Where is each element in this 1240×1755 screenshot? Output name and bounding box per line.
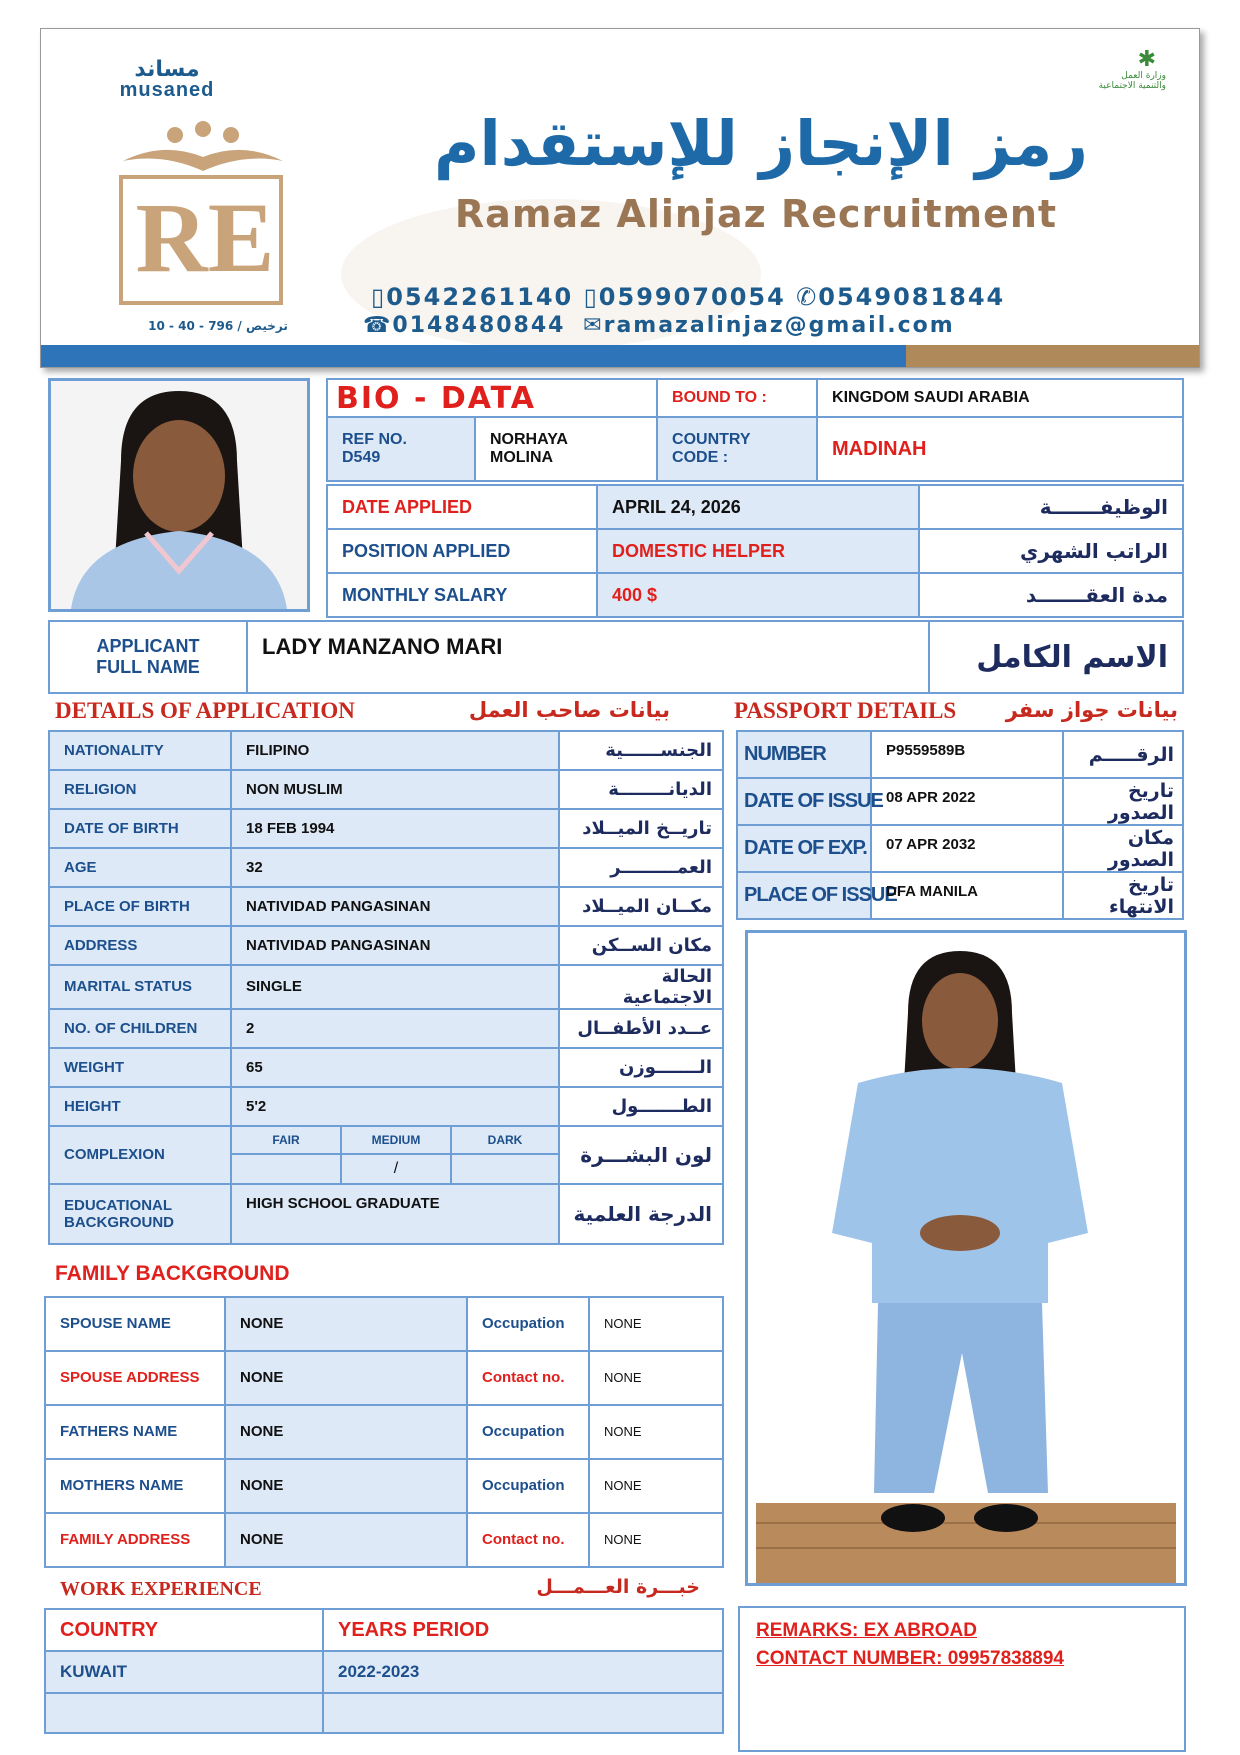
passport-row [737,731,1183,778]
passport-ar-cell [1063,731,1183,778]
complexion-option: MEDIUM [371,1133,421,1147]
portrait-image [51,381,307,609]
passport-row [737,872,1183,919]
phone-3: 0549081844 [818,283,1006,311]
mobile-icon: ▯ [371,283,387,311]
ar-salary: الراتب الشهري [1020,539,1168,563]
details-value-cell [231,1087,559,1126]
short-name-line1: NORHAYA [490,431,568,448]
passport-ar-cell [1063,825,1183,872]
family-row [45,1459,723,1513]
email-icon: ✉ [583,313,604,338]
landline: 0148480844 [392,313,566,338]
passport-ar: تاريخ الانتهاء [1109,873,1174,918]
details-value: 65 [246,1058,263,1076]
applicant-ar-cell [929,621,1183,693]
details-ar: الحالة الاجتماعية [622,966,712,1008]
bound-to-value-text: KINGDOM SAUDI ARABIA [832,389,1030,406]
family-label: SPOUSE NAME [60,1315,171,1332]
complexion-label: COMPLEXION [64,1146,165,1163]
ar-job-cell [919,485,1183,529]
family-row [45,1513,723,1567]
date-applied-label-cell [327,485,597,529]
family-table [44,1296,724,1568]
ref-no-value: D549 [342,449,381,466]
ar-contract-cell [919,573,1183,617]
details-value: NATIVIDAD PANGASINAN [246,936,431,954]
remarks-box [738,1606,1186,1752]
passport-value-cell [871,825,1063,872]
bound-to-label-text: BOUND TO : [672,389,767,406]
applicant-label-line1: APPLICANT [96,636,200,656]
details-ar-cell [559,965,723,1009]
country-code-value-cell [817,417,1183,481]
details-section-title-ar: بيانات صاحب العمل [468,698,670,722]
details-row [49,731,723,770]
passport-row [737,825,1183,872]
family-sub-value-cell [589,1459,723,1513]
bound-to-value [817,379,1183,417]
contact-line [363,313,1173,338]
remarks-line: REMARKS: EX ABROAD [756,1620,977,1641]
passport-value-cell [871,778,1063,825]
details-label: WEIGHT [64,1058,124,1076]
passport-value: 08 APR 2022 [886,789,976,806]
work-country: KUWAIT [60,1662,128,1681]
country-code-label-cell [657,417,817,481]
complexion-ar-cell [559,1126,723,1184]
passport-ar: تاريخ الصدور [1107,779,1174,824]
family-value-cell [225,1351,467,1405]
details-label-cell [49,848,231,887]
complexion-mark-cell [231,1154,341,1184]
complexion-mark: / [393,1160,399,1177]
passport-label-cell [737,872,897,919]
family-label: FATHERS NAME [60,1423,178,1440]
phone-2: 0599070054 [598,283,786,311]
date-applied-value-cell [597,485,919,529]
ref-no-cell [327,417,475,481]
details-value-cell [231,809,559,848]
details-ar-cell [559,770,723,809]
details-value-cell [231,1009,559,1048]
details-value: 2 [246,1019,255,1037]
details-ar: الجنســــــية [605,740,712,761]
phone-1: 0542261140 [386,283,574,311]
whatsapp-icon: ✆ [796,283,819,311]
passport-ar-cell [1063,778,1183,825]
family-sub-label-cell [467,1405,589,1459]
family-sub-label-cell [467,1459,589,1513]
complexion-label-cell [49,1126,231,1184]
applicant-ar: الاسم الكامل [976,639,1168,675]
details-row [49,1009,723,1048]
passport-section-title: PASSPORT DETAILS [734,698,957,723]
details-label: ADDRESS [64,936,138,954]
salary-label-cell [327,573,597,617]
details-ar: تاريــخ الميــلاد [582,818,712,839]
details-label-cell [49,1087,231,1126]
family-sub-value-cell [589,1405,723,1459]
passport-label: DATE OF EXP. [744,837,867,859]
details-label-cell [49,770,231,809]
details-value: 5'2 [246,1097,267,1115]
position-label: POSITION APPLIED [342,540,511,561]
position-value-cell [597,529,919,573]
family-sub-value-cell [589,1351,723,1405]
education-label-cell [49,1184,231,1244]
details-label: MARITAL STATUS [64,978,193,995]
details-ar: الطـــــــول [611,1096,712,1117]
details-label: PLACE OF BIRTH [64,897,190,915]
complexion-mark-cell [451,1154,559,1184]
details-label-cell [49,809,231,848]
complexion-option-cell [451,1126,559,1154]
applicant-portrait-photo [48,378,310,612]
education-label-line1: EDUCATIONAL [64,1197,173,1214]
ministry-name-line2: والتنمية الاجتماعية [1098,81,1166,91]
details-ar-cell [559,848,723,887]
details-row [49,1087,723,1126]
family-value-cell [225,1297,467,1351]
complexion-option-cell [341,1126,451,1154]
company-name-english: Ramaz Alinjaz Recruitment [454,192,1058,236]
family-value-cell [225,1405,467,1459]
family-label: FAMILY ADDRESS [60,1531,191,1548]
details-value: SINGLE [246,978,302,995]
details-row [49,770,723,809]
complexion-option-cell [231,1126,341,1154]
education-ar: الدرجة العلمية [573,1202,712,1226]
date-applied-label: DATE APPLIED [342,496,473,517]
short-name-cell [475,417,657,481]
family-sub-value: NONE [604,1316,642,1331]
details-label-cell [49,731,231,770]
education-ar-cell [559,1184,723,1244]
family-value-cell [225,1459,467,1513]
family-value: NONE [240,1477,284,1494]
family-label-cell [45,1513,225,1567]
details-value-cell [231,965,559,1009]
work-table [44,1608,724,1734]
details-label: DATE OF BIRTH [64,819,179,837]
company-name-arabic: رمز الإنجاز للإستقدام [434,107,1088,180]
details-ar-cell [559,1048,723,1087]
passport-ar-cell [1063,872,1183,919]
details-value-cell [231,887,559,926]
passport-ar: الرقـــــم [1088,743,1174,766]
details-ar: مكان الســكن [591,935,712,956]
work-empty-cell [45,1693,323,1733]
complexion-mark-cell [341,1154,451,1184]
family-sub-label-cell [467,1351,589,1405]
passport-label-cell [737,825,871,872]
family-sub-value: NONE [604,1478,642,1493]
details-value: 32 [246,858,263,876]
license-number: 10 - 40 - 796 / ترخيص [148,319,288,333]
details-value: 18 FEB 1994 [246,819,335,837]
details-value-cell [231,770,559,809]
details-value-cell [231,731,559,770]
applicant-label-cell [49,621,247,693]
family-value: NONE [240,1315,284,1332]
job-table [326,484,1184,618]
musaned-logo [107,59,227,99]
passport-value-cell [871,872,1063,919]
full-body-image [748,933,1184,1583]
family-sub-value: NONE [604,1532,642,1547]
details-value: FILIPINO [246,741,310,759]
complexion-option: DARK [487,1133,523,1147]
header-bar-blue [41,345,906,367]
passport-label-cell [737,731,871,778]
family-label-cell [45,1297,225,1351]
details-label-cell [49,887,231,926]
ar-job: الوظيفـــــــة [1039,495,1168,519]
phone-line [371,283,1171,311]
details-value-cell [231,926,559,965]
ministry-logo [1056,47,1166,91]
applicant-label-line2: FULL NAME [96,657,200,677]
bound-to-label [657,379,817,417]
ministry-name-line1: وزارة العمل [1121,71,1166,81]
details-label: HEIGHT [64,1097,121,1115]
details-ar-cell [559,1087,723,1126]
passport-label-cell [737,778,883,825]
passport-value: 07 APR 2032 [886,836,976,853]
details-label: NATIONALITY [64,741,164,759]
family-label: SPOUSE ADDRESS [60,1369,200,1386]
family-value-cell [225,1513,467,1567]
passport-row [737,778,1183,825]
details-row [49,1048,723,1087]
work-col-country-label: COUNTRY [60,1618,159,1641]
family-sub-label: Occupation [482,1315,565,1332]
work-row [45,1651,723,1693]
family-sub-value-cell [589,1297,723,1351]
details-row [49,887,723,926]
country-code-value: MADINAH [832,437,927,460]
date-applied-value: APRIL 24, 2026 [612,496,741,517]
passport-label: DATE OF ISSUE [744,790,883,812]
family-label-cell [45,1405,225,1459]
short-name-line2: MOLINA [490,449,554,466]
education-label-line2: BACKGROUND [64,1214,174,1231]
details-row [49,848,723,887]
education-row [49,1184,723,1244]
details-label-cell [49,965,231,1009]
applicant-full-name: LADY MANZANO MARI [262,634,503,659]
family-label-cell [45,1459,225,1513]
details-ar-cell [559,731,723,770]
family-value: NONE [240,1531,284,1548]
details-table [48,730,724,1245]
family-value: NONE [240,1369,284,1386]
work-country-cell [45,1651,323,1693]
details-ar-cell [559,926,723,965]
applicant-name-table [48,620,1184,694]
letterhead [40,28,1200,368]
position-value: DOMESTIC HELPER [612,540,786,561]
details-value: NON MUSLIM [246,780,343,798]
family-label: MOTHERS NAME [60,1477,184,1494]
family-sub-label: Contact no. [482,1531,565,1548]
details-value-cell [231,848,559,887]
header-bar-gold [906,345,1200,367]
musaned-latin: musaned [119,79,215,101]
complexion-ar: لون البشـــرة [580,1143,712,1167]
bio-data-title-cell [327,379,657,417]
details-label: NO. OF CHILDREN [64,1019,198,1037]
details-value: NATIVIDAD PANGASINAN [246,897,431,915]
passport-table [736,730,1184,920]
family-sub-value: NONE [604,1370,642,1385]
work-section-title-ar: خبـــرة العـــمـــل [536,1576,700,1598]
bio-data-table [326,378,1184,482]
work-years: 2022-2023 [338,1662,420,1681]
work-empty-cell [323,1693,723,1733]
details-label: AGE [64,858,97,876]
details-label-cell [49,926,231,965]
applicant-value-cell [247,621,929,693]
family-sub-label: Occupation [482,1423,565,1440]
salary-value: 400 $ [612,584,658,605]
details-ar-cell [559,809,723,848]
details-ar: مكــان الميــلاد [582,896,712,917]
passport-label: NUMBER [744,743,826,765]
ref-no-label: REF NO. [342,431,407,448]
family-section-title: FAMILY BACKGROUND [55,1262,290,1285]
bio-data-title: BIO - DATA [336,380,537,416]
position-label-cell [327,529,597,573]
palm-icon: ✱ [1137,46,1156,71]
details-value-cell [231,1048,559,1087]
work-years-cell [323,1651,723,1693]
details-ar-cell [559,1009,723,1048]
country-code-label-line2: CODE : [672,449,729,466]
complexion-option: FAIR [272,1133,300,1147]
telephone-icon: ☎ [363,313,393,338]
family-row [45,1351,723,1405]
logo-letters: RE [135,182,275,293]
details-ar: العمـــــــــر [610,857,712,878]
mobile-icon: ▯ [583,283,599,311]
family-row [45,1405,723,1459]
details-ar: عــدد الأطفــال [577,1018,712,1039]
contact-number-line: CONTACT NUMBER: 09957838894 [756,1648,1064,1669]
passport-label: PLACE OF ISSUE [744,884,897,906]
family-label-cell [45,1351,225,1405]
ar-contract: مدة العقـــــــد [1025,583,1168,607]
details-row [49,926,723,965]
details-label: RELIGION [64,780,137,798]
education-value: HIGH SCHOOL GRADUATE [246,1195,440,1212]
passport-value: DFA MANILA [886,883,978,900]
details-label-cell [49,1048,231,1087]
details-row [49,809,723,848]
company-logo [113,121,293,311]
details-ar: الديانــــــــة [608,779,712,800]
passport-section-title-ar: بيانات جواز سفر [1005,698,1178,722]
details-ar: الـــــــوزن [618,1057,712,1078]
passport-ar: مكان الصدور [1107,826,1174,871]
details-section-title: DETAILS OF APPLICATION [55,698,355,723]
salary-value-cell [597,573,919,617]
details-label-cell [49,1009,231,1048]
education-value-cell [231,1184,559,1244]
work-col-years [323,1609,723,1651]
family-sub-label-cell [467,1513,589,1567]
musaned-arabic: مساند [134,57,200,82]
work-section-title: WORK EXPERIENCE [60,1578,262,1600]
family-sub-label: Contact no. [482,1369,565,1386]
email: ramazalinjaz@gmail.com [603,313,955,338]
applicant-full-body-photo [745,930,1187,1586]
details-row [49,965,723,1009]
family-sub-label: Occupation [482,1477,565,1494]
details-ar-cell [559,887,723,926]
family-row [45,1297,723,1351]
work-col-years-label: YEARS PERIOD [338,1618,490,1641]
ar-salary-cell [919,529,1183,573]
salary-label: MONTHLY SALARY [342,584,508,605]
work-col-country [45,1609,323,1651]
family-sub-value-cell [589,1513,723,1567]
country-code-label-line1: COUNTRY [672,431,751,448]
family-sub-value: NONE [604,1424,642,1439]
complexion-row [49,1126,723,1154]
family-value: NONE [240,1423,284,1440]
passport-value-cell [871,731,1063,778]
family-sub-label-cell [467,1297,589,1351]
passport-value: P9559589B [886,742,966,759]
